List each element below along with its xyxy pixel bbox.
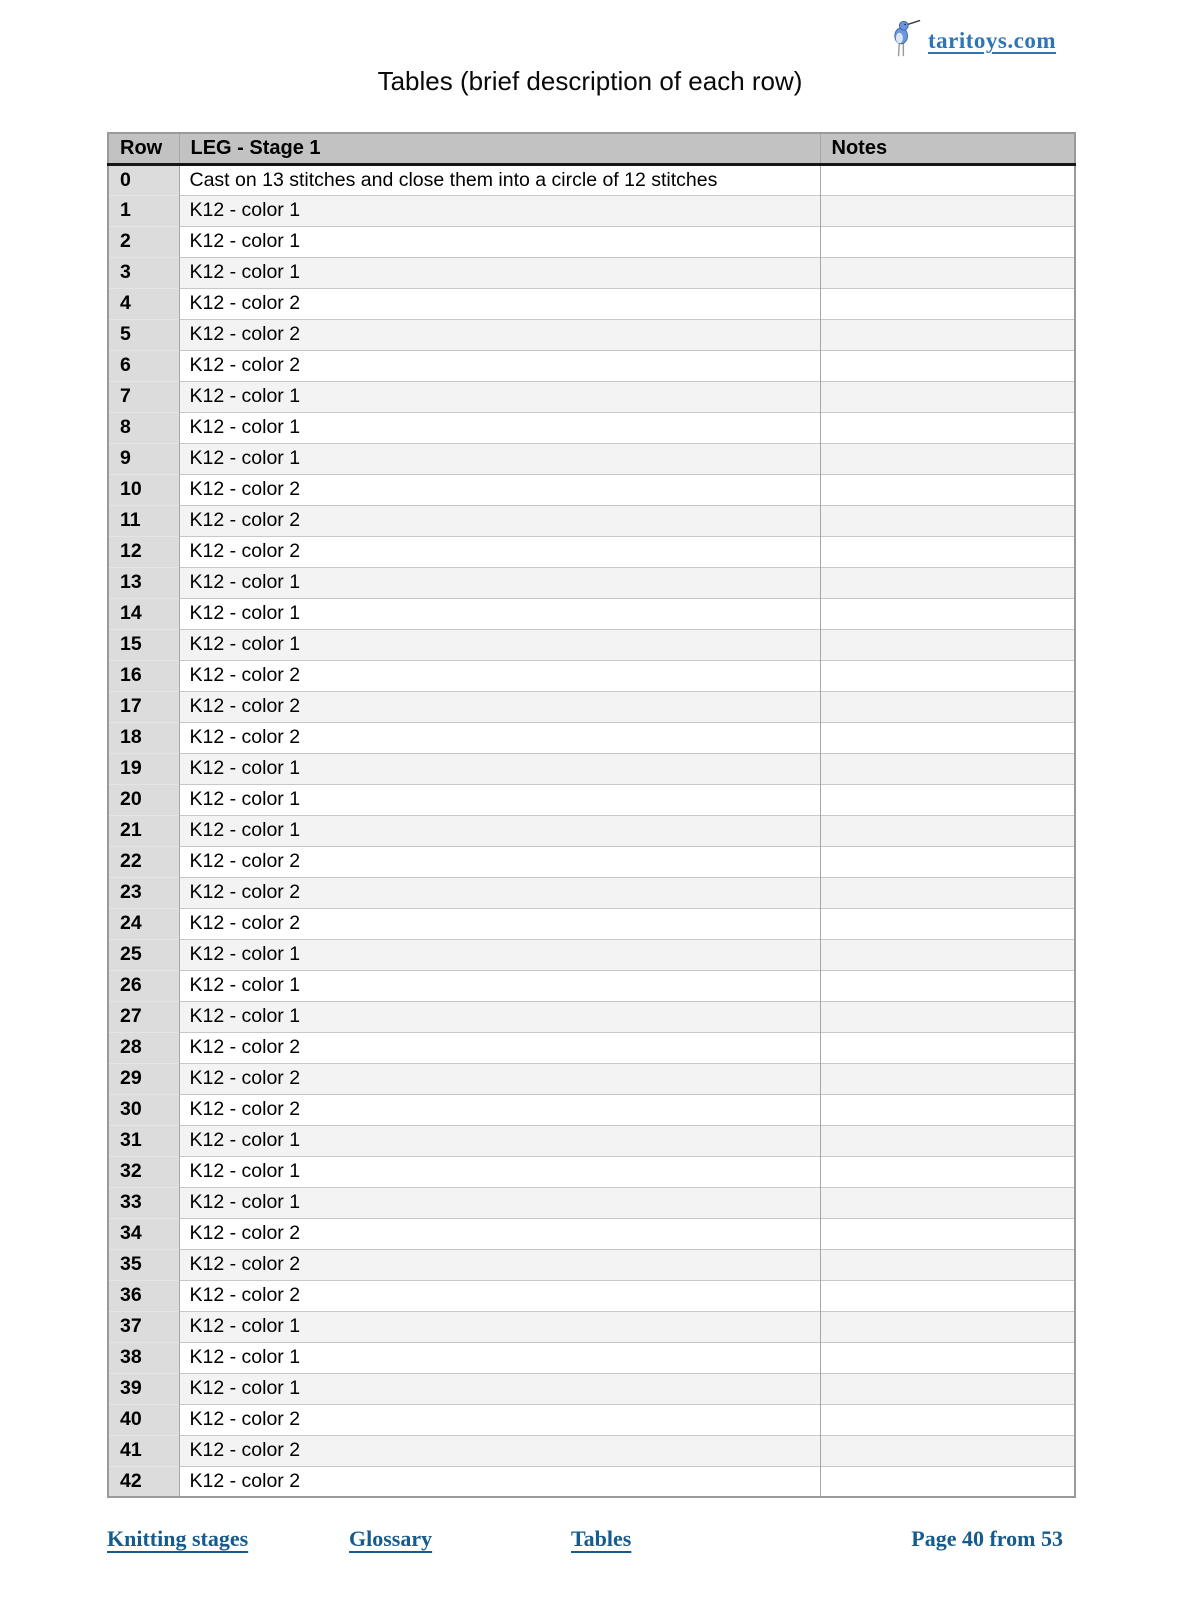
row-notes-cell	[820, 1311, 1075, 1342]
row-number-cell: 28	[108, 1032, 179, 1063]
row-notes-cell	[820, 226, 1075, 257]
table-row	[108, 660, 1075, 691]
row-notes-cell	[820, 567, 1075, 598]
row-notes-cell	[820, 1218, 1075, 1249]
row-description-cell: K12 - color 2	[179, 505, 820, 536]
table-row	[108, 753, 1075, 784]
row-number-cell: 34	[108, 1218, 179, 1249]
row-notes-cell	[820, 1280, 1075, 1311]
row-number-cell: 29	[108, 1063, 179, 1094]
row-number-cell: 21	[108, 815, 179, 846]
row-description-cell: K12 - color 1	[179, 939, 820, 970]
row-description-cell: K12 - color 1	[179, 226, 820, 257]
row-notes-cell	[820, 1342, 1075, 1373]
row-description-cell: K12 - color 1	[179, 753, 820, 784]
table-row	[108, 629, 1075, 660]
rows-table-container	[107, 132, 1076, 1498]
row-description-cell: K12 - color 2	[179, 1218, 820, 1249]
row-notes-cell	[820, 1032, 1075, 1063]
row-description-cell: K12 - color 1	[179, 1342, 820, 1373]
table-row	[108, 195, 1075, 226]
site-header	[891, 12, 1056, 58]
row-description-cell: K12 - color 2	[179, 474, 820, 505]
row-description-cell: K12 - color 2	[179, 1063, 820, 1094]
col-header-notes: Notes	[820, 133, 1075, 164]
table-row	[108, 722, 1075, 753]
table-row	[108, 443, 1075, 474]
row-number-cell: 17	[108, 691, 179, 722]
row-notes-cell	[820, 412, 1075, 443]
row-description-cell: K12 - color 1	[179, 443, 820, 474]
row-number-cell: 25	[108, 939, 179, 970]
row-description-cell: K12 - color 2	[179, 1404, 820, 1435]
row-number-cell: 10	[108, 474, 179, 505]
table-row	[108, 1373, 1075, 1404]
row-number-cell: 8	[108, 412, 179, 443]
table-row	[108, 1311, 1075, 1342]
table-row	[108, 939, 1075, 970]
row-notes-cell	[820, 288, 1075, 319]
row-number-cell: 9	[108, 443, 179, 474]
row-number-cell: 26	[108, 970, 179, 1001]
row-description-cell: K12 - color 2	[179, 722, 820, 753]
table-row	[108, 1280, 1075, 1311]
table-row	[108, 257, 1075, 288]
table-row	[108, 567, 1075, 598]
row-number-cell: 37	[108, 1311, 179, 1342]
table-row	[108, 1063, 1075, 1094]
row-number-cell: 18	[108, 722, 179, 753]
row-description-cell: K12 - color 1	[179, 598, 820, 629]
row-number-cell: 35	[108, 1249, 179, 1280]
row-description-cell: K12 - color 2	[179, 908, 820, 939]
table-row	[108, 1435, 1075, 1466]
row-notes-cell	[820, 257, 1075, 288]
row-notes-cell	[820, 815, 1075, 846]
table-row	[108, 319, 1075, 350]
row-notes-cell	[820, 1063, 1075, 1094]
table-row	[108, 536, 1075, 567]
row-number-cell: 16	[108, 660, 179, 691]
row-notes-cell	[820, 1094, 1075, 1125]
row-notes-cell	[820, 1249, 1075, 1280]
row-number-cell: 14	[108, 598, 179, 629]
table-row	[108, 1249, 1075, 1280]
footer-link-knitting-stages[interactable]: Knitting stages	[107, 1526, 249, 1551]
row-notes-cell	[820, 784, 1075, 815]
row-notes-cell	[820, 319, 1075, 350]
page-title: Tables (brief description of each row)	[377, 66, 803, 96]
col-header-row: Row	[108, 133, 179, 164]
row-description-cell: K12 - color 1	[179, 1156, 820, 1187]
table-row	[108, 226, 1075, 257]
row-number-cell: 40	[108, 1404, 179, 1435]
row-description-cell: K12 - color 2	[179, 1466, 820, 1497]
row-number-cell: 6	[108, 350, 179, 381]
row-number-cell: 1	[108, 195, 179, 226]
table-row	[108, 815, 1075, 846]
row-notes-cell	[820, 1404, 1075, 1435]
table-row	[108, 1187, 1075, 1218]
table-row	[108, 1094, 1075, 1125]
row-number-cell: 2	[108, 226, 179, 257]
row-number-cell: 41	[108, 1435, 179, 1466]
table-row	[108, 1404, 1075, 1435]
table-header-row	[108, 133, 1075, 164]
table-row	[108, 970, 1075, 1001]
row-description-cell: K12 - color 2	[179, 1280, 820, 1311]
row-description-cell: K12 - color 2	[179, 350, 820, 381]
row-description-cell: K12 - color 1	[179, 1187, 820, 1218]
row-notes-cell	[820, 1435, 1075, 1466]
row-number-cell: 38	[108, 1342, 179, 1373]
row-description-cell: K12 - color 2	[179, 1032, 820, 1063]
table-row	[108, 784, 1075, 815]
row-number-cell: 42	[108, 1466, 179, 1497]
row-notes-cell	[820, 1466, 1075, 1497]
col-header-leg-stage: LEG - Stage 1	[179, 133, 820, 164]
row-description-cell: K12 - color 1	[179, 195, 820, 226]
table-row	[108, 1032, 1075, 1063]
row-number-cell: 31	[108, 1125, 179, 1156]
row-notes-cell	[820, 629, 1075, 660]
row-notes-cell	[820, 1125, 1075, 1156]
row-description-cell: K12 - color 1	[179, 257, 820, 288]
row-number-cell: 19	[108, 753, 179, 784]
row-notes-cell	[820, 722, 1075, 753]
row-description-cell: K12 - color 2	[179, 288, 820, 319]
row-notes-cell	[820, 195, 1075, 226]
row-notes-cell	[820, 908, 1075, 939]
row-number-cell: 24	[108, 908, 179, 939]
row-description-cell: K12 - color 1	[179, 1001, 820, 1032]
table-row	[108, 1466, 1075, 1497]
row-description-cell: K12 - color 1	[179, 1125, 820, 1156]
row-description-cell: K12 - color 2	[179, 1249, 820, 1280]
row-number-cell: 7	[108, 381, 179, 412]
row-number-cell: 27	[108, 1001, 179, 1032]
table-row	[108, 1001, 1075, 1032]
row-notes-cell	[820, 939, 1075, 970]
table-row	[108, 474, 1075, 505]
table-body	[108, 164, 1075, 1497]
row-number-cell: 36	[108, 1280, 179, 1311]
row-description-cell: K12 - color 2	[179, 691, 820, 722]
table-row	[108, 877, 1075, 908]
row-description-cell: K12 - color 2	[179, 536, 820, 567]
footer-link-glossary[interactable]: Glossary	[349, 1526, 433, 1551]
rows-table	[107, 132, 1076, 1498]
row-notes-cell	[820, 970, 1075, 1001]
row-description-cell: K12 - color 1	[179, 815, 820, 846]
row-description-cell: Cast on 13 stitches and close them into a circle of 12 stitches	[179, 164, 820, 195]
table-row	[108, 691, 1075, 722]
row-notes-cell	[820, 381, 1075, 412]
row-number-cell: 4	[108, 288, 179, 319]
footer-link-tables[interactable]: Tables	[571, 1526, 632, 1551]
row-description-cell: K12 - color 1	[179, 970, 820, 1001]
row-number-cell: 12	[108, 536, 179, 567]
table-row	[108, 1156, 1075, 1187]
row-description-cell: K12 - color 2	[179, 319, 820, 350]
row-notes-cell	[820, 164, 1075, 195]
row-notes-cell	[820, 691, 1075, 722]
table-row	[108, 288, 1075, 319]
row-notes-cell	[820, 350, 1075, 381]
table-row	[108, 381, 1075, 412]
row-description-cell: K12 - color 1	[179, 567, 820, 598]
row-number-cell: 32	[108, 1156, 179, 1187]
row-number-cell: 22	[108, 846, 179, 877]
table-row	[108, 164, 1075, 195]
row-notes-cell	[820, 753, 1075, 784]
row-number-cell: 15	[108, 629, 179, 660]
row-number-cell: 0	[108, 164, 179, 195]
table-row	[108, 1125, 1075, 1156]
row-notes-cell	[820, 1187, 1075, 1218]
table-row	[108, 846, 1075, 877]
row-number-cell: 5	[108, 319, 179, 350]
row-description-cell: K12 - color 2	[179, 1094, 820, 1125]
row-notes-cell	[820, 474, 1075, 505]
site-link[interactable]: taritoys.com	[928, 28, 1056, 53]
row-description-cell: K12 - color 2	[179, 1435, 820, 1466]
row-notes-cell	[820, 846, 1075, 877]
row-notes-cell	[820, 1156, 1075, 1187]
row-description-cell: K12 - color 2	[179, 846, 820, 877]
footer	[107, 1526, 1063, 1566]
row-number-cell: 23	[108, 877, 179, 908]
table-row	[108, 1342, 1075, 1373]
row-description-cell: K12 - color 1	[179, 412, 820, 443]
row-number-cell: 39	[108, 1373, 179, 1404]
row-number-cell: 13	[108, 567, 179, 598]
row-number-cell: 30	[108, 1094, 179, 1125]
row-description-cell: K12 - color 2	[179, 877, 820, 908]
row-notes-cell	[820, 877, 1075, 908]
row-notes-cell	[820, 443, 1075, 474]
row-notes-cell	[820, 598, 1075, 629]
page-indicator: Page 40 from 53	[911, 1526, 1063, 1551]
row-notes-cell	[820, 660, 1075, 691]
table-row	[108, 505, 1075, 536]
row-number-cell: 20	[108, 784, 179, 815]
row-description-cell: K12 - color 2	[179, 660, 820, 691]
row-description-cell: K12 - color 1	[179, 1373, 820, 1404]
row-description-cell: K12 - color 1	[179, 629, 820, 660]
row-notes-cell	[820, 536, 1075, 567]
row-notes-cell	[820, 1001, 1075, 1032]
table-row	[108, 1218, 1075, 1249]
table-row	[108, 598, 1075, 629]
row-notes-cell	[820, 1373, 1075, 1404]
row-number-cell: 3	[108, 257, 179, 288]
row-description-cell: K12 - color 1	[179, 381, 820, 412]
table-row	[108, 350, 1075, 381]
bird-icon	[891, 12, 921, 58]
row-number-cell: 11	[108, 505, 179, 536]
row-description-cell: K12 - color 1	[179, 1311, 820, 1342]
row-number-cell: 33	[108, 1187, 179, 1218]
table-row	[108, 412, 1075, 443]
table-row	[108, 908, 1075, 939]
row-description-cell: K12 - color 1	[179, 784, 820, 815]
row-notes-cell	[820, 505, 1075, 536]
